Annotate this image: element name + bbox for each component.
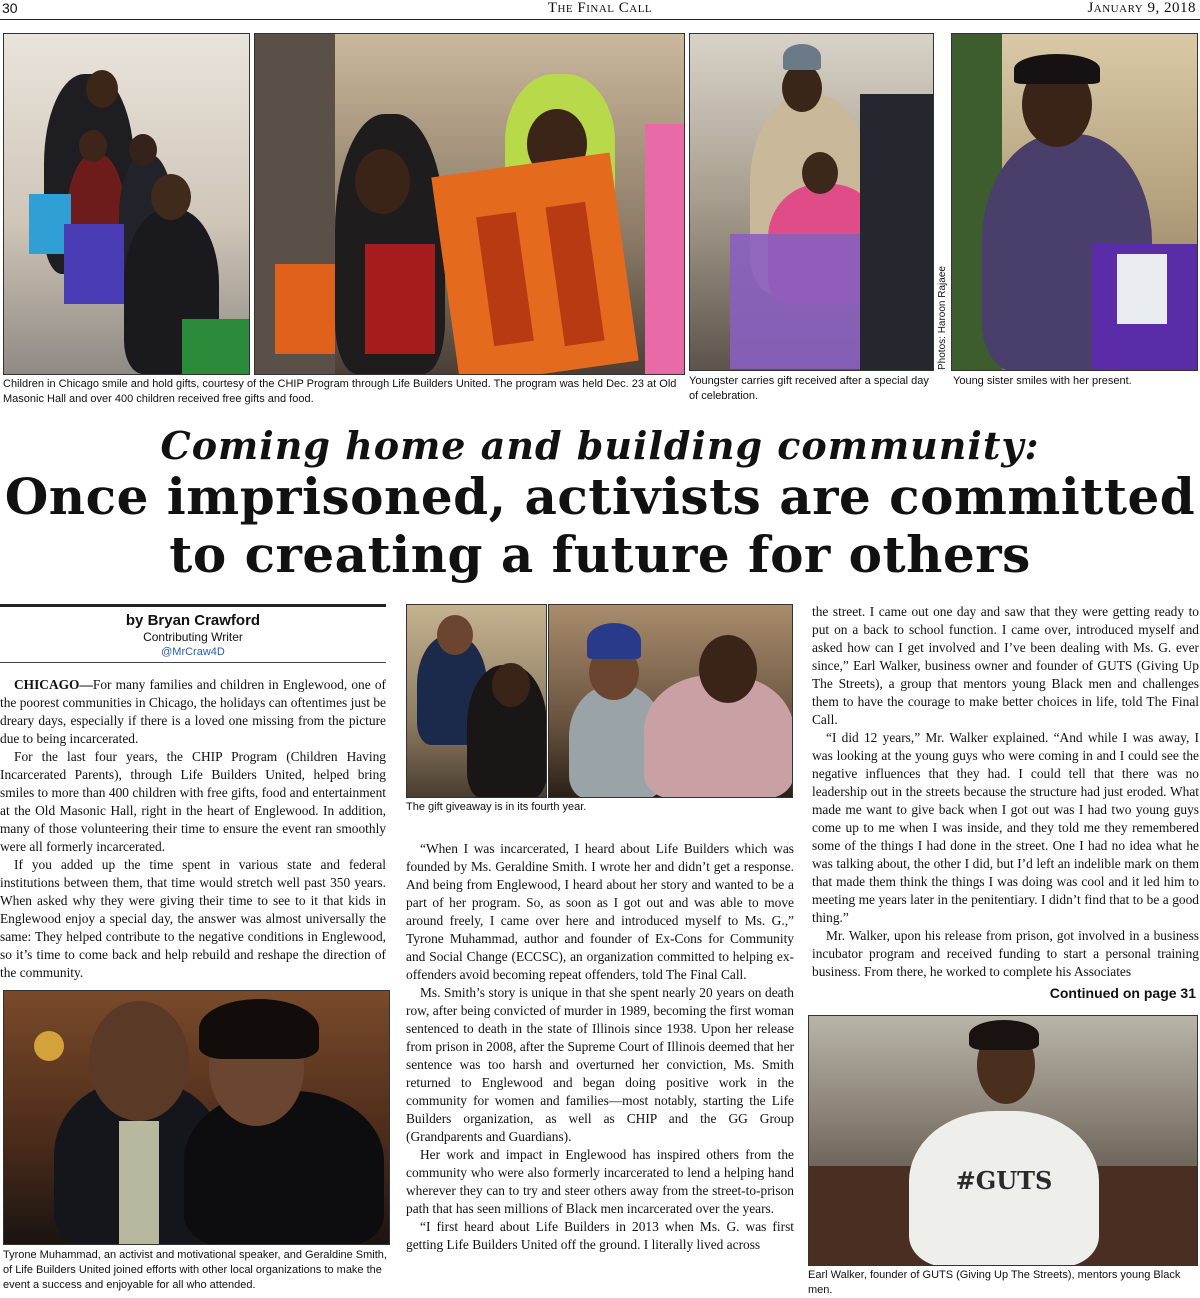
author-name: by Bryan Crawford <box>125 612 261 629</box>
photo-tyrone-and-geraldine <box>3 990 390 1245</box>
caption-earl-walker: Earl Walker, founder of GUTS (Giving Up The Streets), mentors young Black men. <box>808 1269 1181 1296</box>
byline-divider <box>0 662 386 663</box>
paragraph-7: “I first heard about Life Builders in 2013 when Ms. G. was first getting Life Builders United off the ground. I literally lived across <box>406 1219 794 1252</box>
paragraph-1: CHICAGO—For many families and children in Englewood, one of the poorest communities in Chicago, the holidays can oftentimes just be dreary days, especially if there is a loved one missing from the picture due to being incarcerated. <box>0 677 386 746</box>
photo-earl-walker <box>808 1015 1198 1266</box>
byline-rule <box>0 604 386 607</box>
guts-shirt-text: #GUTS <box>955 1166 1053 1195</box>
photo-young-sister <box>951 33 1198 371</box>
main-headline <box>0 468 1200 584</box>
article-column-2 <box>406 840 794 1254</box>
caption-gift-giveaway: The gift giveaway is in its fourth year. <box>406 801 587 813</box>
kicker-headline: Coming home and building community: <box>160 423 1040 468</box>
paragraph-10: Mr. Walker, upon his release from prison, got involved in a business incubator program and received funding to start a personal training business. From there, he worked to complete his Associates <box>812 928 1199 979</box>
paragraph-3: If you added up the time spent in various state and federal institutions between them, that time would stretch well past 350 years. When asked why they were giving their time to see to it that kids in Englewood enjoy a special day, the answer was almost universally the same: They helped contribute to the negative conditions in Englewood, so it’s time to come back and help rebuild and reshape the direction of the community. <box>0 857 386 980</box>
photo-youngster-carries-gift <box>689 33 934 371</box>
photo-gift-giveaway-left <box>406 604 547 798</box>
byline <box>0 612 386 659</box>
paragraph-4: “When I was incarcerated, I heard about Life Builders which was founded by Ms. Geraldine Smith. I wrote her and didn’t get a response. And being from Englewood, I heard about her story and wanted to be a part of her program. So, as soon as I got out and was able to move around freely, I came over here and introduced myself to Ms. G.,” Tyrone Muhammad, author and founder of Ex-Cons for Community and Social Change (ECCSC), an organization committed to helping ex-offenders avoid becoming repeat offenders, told The Final Call. <box>406 841 794 982</box>
paragraph-2: For the last four years, the CHIP Program (Children Having Incarcerated Parents), through Life Builders United, helped bring smiles to more than 400 children with free gifts, food and entertainment at the Old Masonic Hall, right in the heart of Englewood. In addition, many of those volunteering their time to ensure the event ran smoothly were all formerly incarcerated. <box>0 749 386 854</box>
dateline: CHICAGO— <box>14 677 93 692</box>
issue-date: January 9, 2018 <box>1087 0 1196 16</box>
author-role: Contributing Writer <box>143 630 243 644</box>
photo-boy-with-toy <box>254 33 685 375</box>
continued-on-page[interactable]: Continued on page 31 <box>1049 985 1196 1001</box>
paragraph-5: Ms. Smith’s story is unique in that she spent nearly 20 years on death row, after being convicted of murder in 1989, becoming the first woman sentenced to death in the state of Illinois since 1938. Upon her release from prison in 2008, after the Supreme Court of Illinois deemed that her sentence was too harsh and overturned her conviction, Ms. Smith returned to Englewood and began doing positive work in the community for women and families—most notably, starting the Life Builders organization, as well as CHIP and the GG Group (Grandparents and Guardians). <box>406 985 794 1144</box>
caption-children-gifts: Children in Chicago smile and hold gifts, courtesy of the CHIP Program through Life Builders United. The program was held Dec. 23 at Old Masonic Hall and over 400 children received free gifts and food. <box>3 378 677 405</box>
caption-young-sister: Young sister smiles with her present. <box>953 375 1132 387</box>
paragraph-6: Her work and impact in Englewood has inspired others from the community who were also formerly incarcerated to lend a helping hand wherever they can to try and steer others away from the street-to-prison path that has seen millions of Black men incarcerated over the years. <box>406 1147 794 1216</box>
paper-name: The Final Call <box>547 0 653 16</box>
masthead <box>0 0 1200 20</box>
article-column-3 <box>812 603 1199 981</box>
paragraph-8: the street. I came out one day and saw that they were getting ready to put on a back to school function. I came over, introduced myself and asked how can I get involved and I’ve been dealing with Ms. G. ever since,” Earl Walker, business owner and founder of GUTS (Giving Up The Streets), a group that mentors young Black men and challenges them to have the courage to make better choices in life, told The Final Call. <box>812 604 1199 727</box>
author-handle[interactable]: @MrCraw4D <box>161 646 225 658</box>
headline-line-2: to creating a future for others <box>169 525 1031 584</box>
paragraph-9: “I did 12 years,” Mr. Walker explained. “And while I was away, I was looking at the young guys who were coming in and I could see the negative influences that they had. I could tell that there was no leadership out in the streets because the structure had just eroded. What made me want to give back when I got out was I had two young guys come up to me when I was inside, and they told me they remembered some of the things I had done in the street. One I had no idea what he was talking about, the other I did, but I’d left an indelible mark on them that made them think the things I was doing was cool and it led him to meeting me years later in the penitentiary. I didn’t find that to be a good thing.” <box>812 730 1199 925</box>
photo-credit: Photos: Haroon Rajaee <box>937 266 948 370</box>
article-column-1 <box>0 676 386 982</box>
photo-gift-giveaway-right <box>548 604 793 798</box>
headline-line-1: Once imprisoned, activists are committed <box>4 467 1196 526</box>
caption-tyrone-geraldine: Tyrone Muhammad, an activist and motivational speaker, and Geraldine Smith, of Life Builders United joined efforts with other local organizations to make the event a success and enjoyable for all who attended. <box>3 1249 387 1291</box>
photo-children-with-gifts <box>3 33 250 375</box>
caption-youngster-gift: Youngster carries gift received after a special day of celebration. <box>689 375 929 402</box>
page-number: 30 <box>2 0 18 16</box>
